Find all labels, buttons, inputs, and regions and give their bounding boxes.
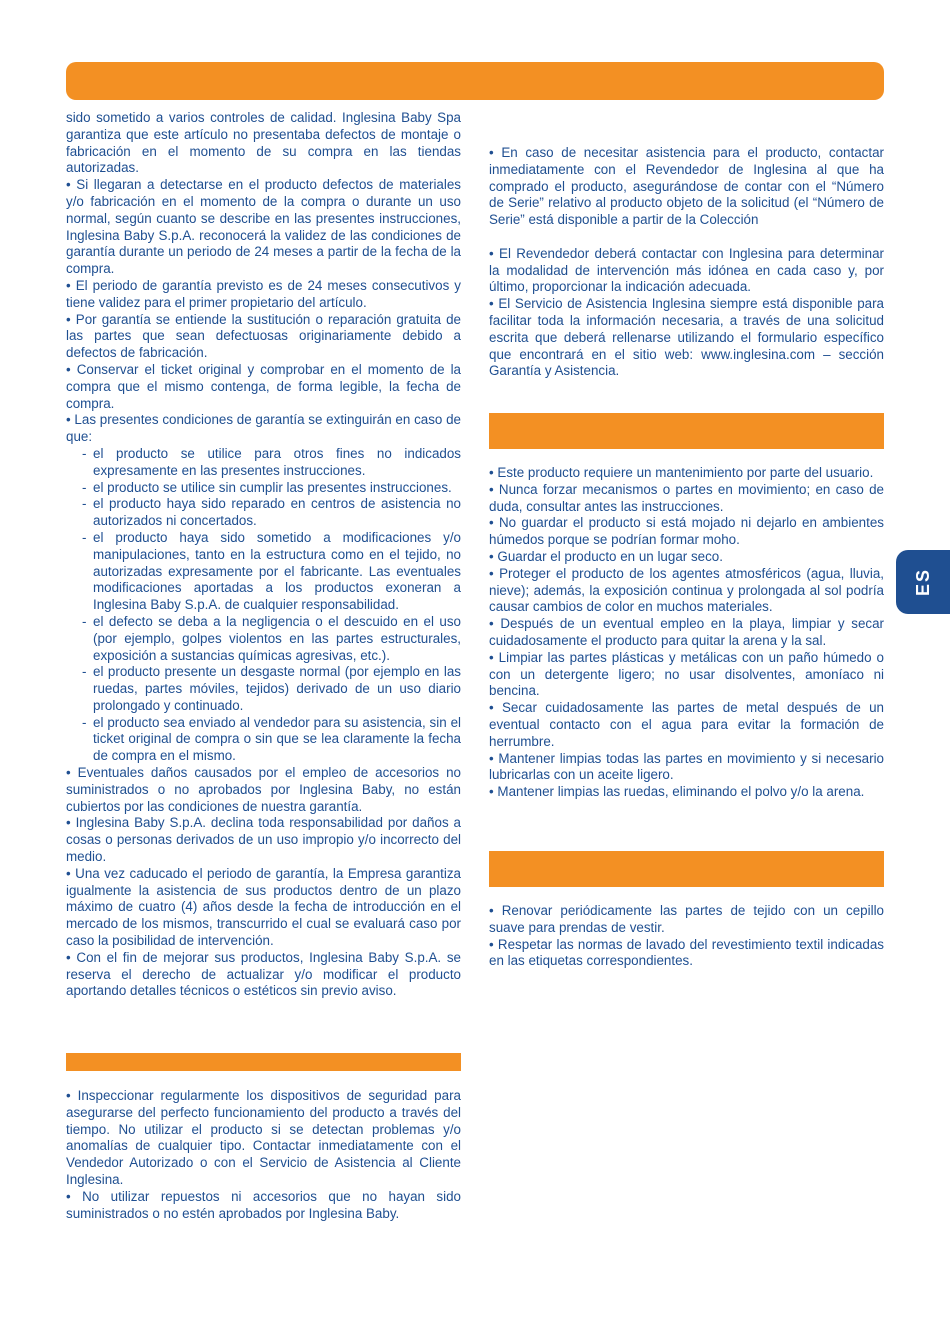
warranty-paragraph: • El periodo de garantía previsto es de 24 meses consecutivos y tiene validez para el primer propietario del artículo.: [66, 277, 461, 310]
language-label: ES: [912, 568, 933, 597]
list-item: - el defecto se deba a la negligencia o el descuido en el uso (por ejemplo, golpes violentos en las partes estructurales, exposición a sustancias químicas agresivas, etc.).: [93, 614, 461, 664]
maintenance-item: • Nunca forzar mecanismos o partes en movimiento; en caso de duda, consultar antes las instrucciones.: [489, 481, 884, 514]
warranty-paragraph: • Por garantía se entiende la sustitución o reparación gratuita de las partes que sean defectuosas originariamente debido a defectos de fabricación.: [66, 311, 461, 361]
section-header-bar: [66, 1053, 461, 1071]
fabric-care-section: [489, 903, 884, 970]
maintenance-item: • Este producto requiere un mantenimiento por parte del usuario.: [489, 465, 874, 480]
maintenance-item: • Mantener limpias las ruedas, eliminando el polvo y/o la arena.: [489, 784, 865, 800]
section-header-bar: [489, 413, 884, 449]
assistance-paragraph: • El Revendedor deberá contactar con Inglesina para determinar la modalidad de intervención más idónea en cada caso y, por último, proporcionar la indicación adecuada.: [489, 245, 884, 295]
maintenance-item: • Guardar el producto en un lugar seco.: [489, 548, 723, 564]
warranty-exclusions-list: [66, 446, 461, 765]
maintenance-item: • Proteger el producto de los agentes atmosféricos (agua, lluvia, nieve); además, la exposición continua y prolongada al sol podría causar cambios de color en muchos materiales.: [489, 565, 884, 615]
warranty-paragraph: • Si llegaran a detectarse en el producto defectos de materiales y/o fabricación en el momento de la compra o durante un uso normal, según cuanto se describe en las presentes instrucciones, Inglesina Baby S.p.A. reconocerá la validez de las condiciones de garantía durante un periodo de 24 meses a partir de la fecha de la compra.: [66, 177, 461, 277]
list-item: - el producto sea enviado al vendedor para su asistencia, sin el ticket original de compra o sin que se lea claramente la fecha de compra en el mismo.: [93, 715, 461, 765]
maintenance-item: • Mantener limpias todas las partes en movimiento y si necesario lubricarlas con un aceite ligero.: [489, 750, 884, 783]
warranty-paragraph: • Una vez caducado el periodo de garantía, la Empresa garantiza igualmente la asistencia de sus productos dentro de un plazo máximo de cuatro (4) años desde la fecha de introducción en el mercado de los mismos, transcurrido el cual se evaluará caso por caso la posibilidad de intervención.: [66, 865, 461, 949]
safety-paragraph: • No utilizar repuestos ni accesorios que no hayan sido suministrados o no estén aprobados por Inglesina Baby.: [66, 1188, 461, 1221]
fabric-care-item: • Renovar periódicamente las partes de tejido con un cepillo suave para prendas de vestir.: [489, 903, 884, 935]
maintenance-item: • Después de un eventual empleo en la playa, limpiar y secar cuidadosamente el producto para quitar la arena y la sal.: [489, 616, 884, 648]
fabric-care-item: • Respetar las normas de lavado del revestimiento textil indicadas en las etiquetas correspondientes.: [489, 936, 884, 969]
maintenance-item: • Limpiar las partes plásticas y metálicas con un paño húmedo o con un detergente ligero; no usar disolventes, amoníaco ni bencina.: [489, 649, 884, 699]
section-header-bar: [489, 851, 884, 887]
assistance-column: [489, 145, 884, 380]
warranty-paragraph: • Eventuales daños causados por el empleo de accesorios no suministrados o no aprobados por Inglesina Baby, no están cubiertos por las condiciones de nuestra garantía.: [66, 765, 461, 814]
list-item: - el producto haya sido reparado en centros de asistencia no autorizados ni concertados.: [93, 496, 461, 530]
maintenance-item: • No guardar el producto si está mojado ni dejarlo en ambientes húmedos porque se podrían formar moho.: [489, 515, 884, 548]
assistance-paragraph: • En caso de necesitar asistencia para el producto, contactar inmediatamente con el Revendedor de Inglesina al que ha comprado el producto, asegurándose de contar con el “Número de Serie” relativo al producto objeto de la solicitud (el “Número de Serie” está disponible a partir de la Colección: [489, 145, 884, 228]
maintenance-item: • Secar cuidadosamente las partes de metal después de un eventual contacto con el agua para evitar la formación de herrumbre.: [489, 700, 884, 749]
list-item: - el producto haya sido sometido a modificaciones y/o manipulaciones, tanto en la estructura como en el tejido, no autorizadas expresamente por el fabricante. Las eventuales modificaciones aportadas a los productos exoneran a Inglesina Baby S.p.A. de cualquier responsabilidad.: [93, 530, 461, 614]
safety-paragraph: • Inspeccionar regularmente los dispositivos de seguridad para asegurarse del perfecto funcionamiento del producto a través del tiempo. No utilizar el producto si se detectan problemas y/o anomalías de cualquier tipo. Contactar inmediatamente con el Vendedor Autorizado o con el Servicio de Asistencia al Cliente Inglesina.: [66, 1088, 461, 1187]
warranty-intro: sido sometido a varios controles de calidad. Inglesina Baby Spa garantiza que este artículo no presentaba defectos de montaje o fabricación en el momento de su compra en las tiendas autorizadas.: [66, 110, 461, 176]
safety-section: [66, 1088, 461, 1222]
list-item: - el producto se utilice para otros fines no indicados expresamente en las presentes instrucciones.: [93, 446, 461, 480]
warranty-column: [66, 110, 461, 1000]
warranty-paragraph: • Inglesina Baby S.p.A. declina toda responsabilidad por daños a cosas o personas derivados de un uso impropio y/o incorrecto del medio.: [66, 815, 461, 865]
maintenance-section: [489, 465, 884, 801]
list-item: - el producto se utilice sin cumplir las presentes instrucciones.: [93, 480, 461, 497]
header-bar: [66, 62, 884, 100]
language-tab: [896, 550, 950, 614]
list-item: - el producto presente un desgaste normal (por ejemplo en las ruedas, partes móviles, tejidos) derivado de un uso diario prolongado y continuado.: [93, 664, 461, 714]
warranty-paragraph: • Con el fin de mejorar sus productos, Inglesina Baby S.p.A. se reserva el derecho de actualizar y/o modificar el producto aportando detalles técnicos o estéticos sin previo aviso.: [66, 949, 461, 999]
assistance-paragraph: • El Servicio de Asistencia Inglesina siempre está disponible para facilitar toda la información necesaria, a través de una solicitud escrita que deberá rellenarse utilizando el formulario específico que encontrará en el sitio web: www.inglesina.com – sección Garantía y Asistencia.: [489, 296, 884, 379]
warranty-paragraph: • Las presentes condiciones de garantía se extinguirán en caso de que:: [66, 412, 461, 445]
warranty-paragraph: • Conservar el ticket original y comprobar en el momento de la compra que el mismo contenga, de forma legible, la fecha de compra.: [66, 361, 461, 411]
